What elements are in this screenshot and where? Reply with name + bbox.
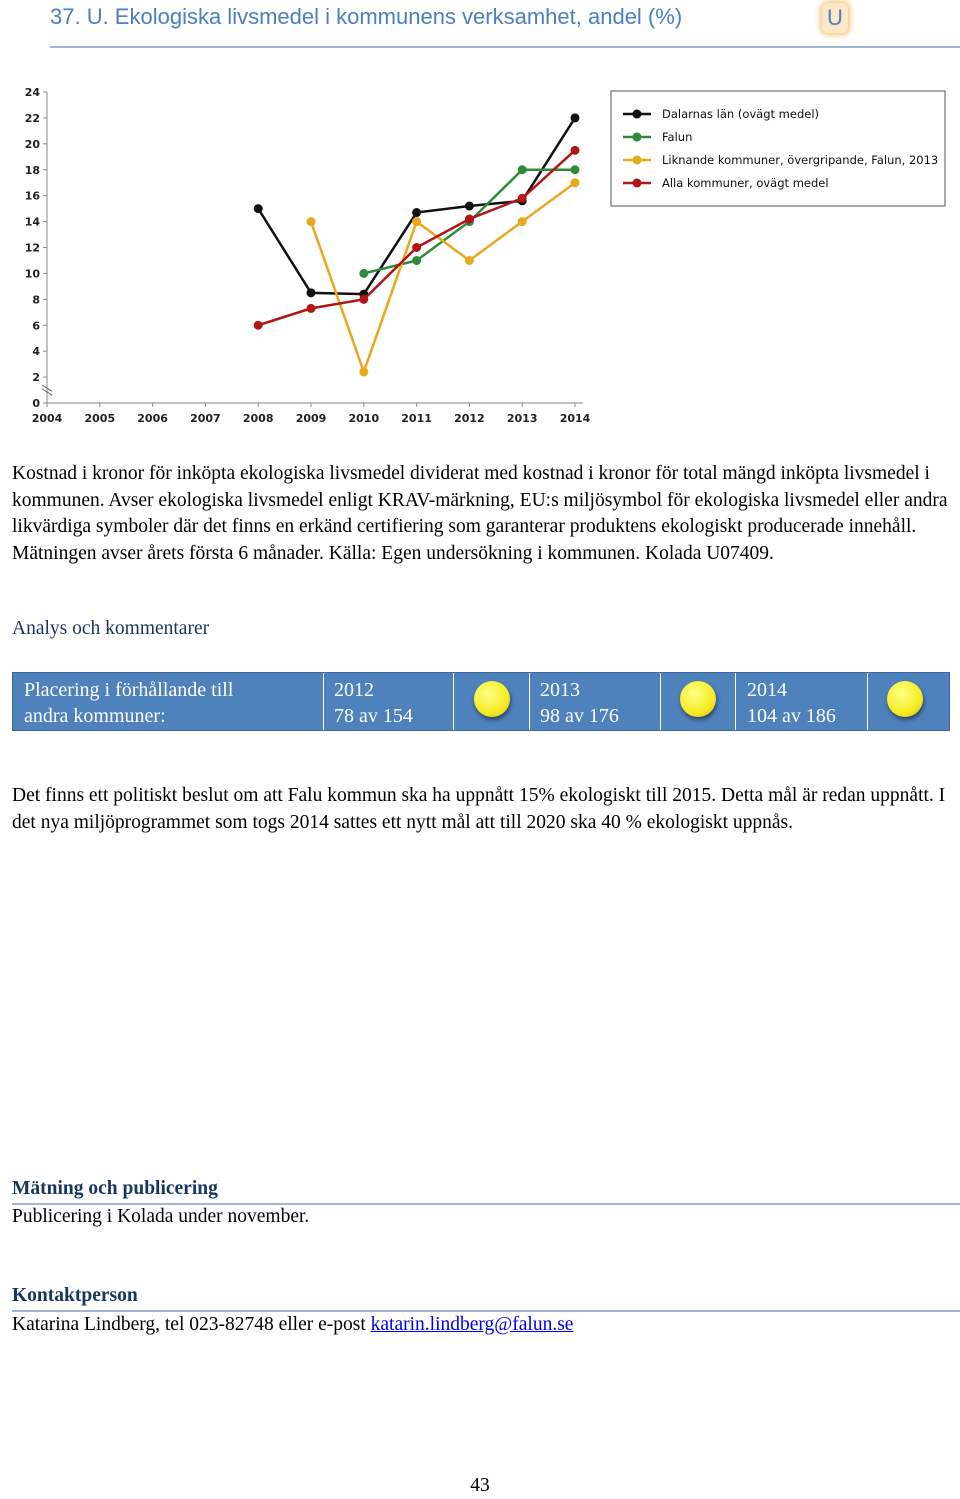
ranking-2014 [747, 673, 877, 730]
contact-info: Katarina Lindberg, tel 023-82748 eller e-post [12, 1314, 371, 1335]
data-point [465, 214, 474, 223]
y-tick-label: 16 [24, 189, 40, 203]
legend-label: Alla kommuner, ovägt medel [662, 176, 829, 190]
category-badge: U [822, 3, 848, 33]
y-tick-label: 2 [32, 371, 40, 385]
ranking-2012 [334, 673, 454, 730]
page-header [0, 0, 960, 50]
contact-heading: Kontaktperson [12, 1285, 138, 1306]
ranking-2013 [540, 673, 670, 730]
measurement-divider [12, 1203, 960, 1205]
data-point [571, 165, 580, 174]
data-point [307, 304, 316, 313]
yellow-status-dot-icon [474, 681, 510, 717]
y-tick-label: 20 [24, 137, 40, 151]
line-chart [0, 70, 960, 445]
chart-axes [25, 86, 591, 425]
header-divider [50, 46, 960, 48]
data-point [307, 217, 316, 226]
ranking-year: 2012 [334, 679, 374, 701]
y-tick-label: 22 [24, 111, 40, 125]
data-point [254, 321, 263, 330]
yellow-status-dot-icon [887, 681, 923, 717]
y-tick-label: 10 [24, 267, 40, 281]
data-point [571, 146, 580, 155]
y-tick-label: 14 [24, 215, 40, 229]
series-line-2 [311, 183, 575, 372]
ranking-table [12, 672, 950, 731]
measurement-heading: Mätning och publicering [12, 1178, 218, 1199]
ranking-divider [867, 673, 868, 730]
x-tick-label: 2004 [31, 412, 63, 425]
chart-legend [611, 91, 945, 206]
x-tick-label: 2013 [506, 412, 538, 425]
ranking-rank: 78 av 154 [334, 705, 413, 727]
x-tick-label: 2008 [242, 412, 274, 425]
data-point [571, 178, 580, 187]
legend-label: Falun [662, 130, 693, 144]
y-tick-label: 0 [32, 397, 40, 410]
legend-marker [633, 110, 642, 119]
data-point [518, 165, 527, 174]
x-tick-label: 2014 [559, 412, 591, 425]
y-tick-label: 6 [32, 319, 40, 333]
legend-marker [633, 179, 642, 188]
indicator-description: Kostnad i kronor för inköpta ekologiska livsmedel dividerat med kostnad i kronor för total mängd inköpta livsmedel i kommunen. Avser ekologiska livsmedel enligt KRAV-märkning, EU:s miljösymbol för ekologiska livsmedel eller andra likvärdiga symboler där det finns en erkänd certifiering som garanterar produktens ekologiskt producerade innehåll. Mätningen avser årets första 6 månader. Källa: Egen undersökning i kommunen. Kolada U07409. [12, 463, 948, 564]
legend-marker [633, 133, 642, 142]
analysis-comment: Det finns ett politiskt beslut om att Falu kommun ska ha uppnått 15% ekologiskt till 2015. Detta mål är redan uppnått. I det nya miljöprogrammet som togs 2014 sattes ett nytt mål att till 2020 ska 40 % ekologiskt uppnås. [12, 785, 946, 833]
data-point [465, 202, 474, 211]
data-point [465, 256, 474, 265]
x-tick-label: 2011 [401, 412, 432, 425]
contact-email-link[interactable]: katarin.lindberg@falun.se [370, 1314, 574, 1335]
ranking-year: 2013 [540, 679, 580, 701]
ranking-rank: 104 av 186 [747, 705, 836, 727]
ranking-label-line2: andra kommuner: [24, 705, 166, 727]
data-point [359, 295, 368, 304]
ranking-divider [453, 673, 454, 730]
legend-marker [633, 156, 642, 165]
data-point [307, 288, 316, 297]
ranking-year: 2014 [747, 679, 787, 701]
analysis-heading: Analys och kommentarer [12, 618, 210, 639]
series-line-0 [258, 118, 575, 294]
ranking-divider [735, 673, 736, 730]
y-tick-label: 4 [32, 345, 40, 359]
x-tick-label: 2012 [454, 412, 485, 425]
x-tick-label: 2010 [348, 412, 380, 425]
x-tick-label: 2006 [137, 412, 168, 425]
ranking-divider [660, 673, 661, 730]
data-point [359, 269, 368, 278]
ranking-label-line1: Placering i förhållande till [24, 679, 234, 701]
data-point [518, 194, 527, 203]
x-tick-label: 2005 [84, 412, 116, 425]
y-tick-label: 24 [24, 86, 40, 99]
chart-lines [254, 113, 580, 376]
page-title: 37. U. Ekologiska livsmedel i kommunens verksamhet, andel (%) [50, 4, 683, 29]
data-point [571, 113, 580, 122]
page-number: 43 [470, 1475, 490, 1496]
contact-text [12, 1314, 573, 1336]
ranking-label [24, 673, 324, 730]
legend-label: Liknande kommuner, övergripande, Falun, 2013 [662, 153, 939, 167]
yellow-status-dot-icon [680, 681, 716, 717]
data-point [412, 208, 421, 217]
y-tick-label: 8 [32, 293, 40, 307]
data-point [412, 217, 421, 226]
data-point [412, 256, 421, 265]
y-tick-label: 18 [24, 163, 40, 177]
x-tick-label: 2009 [295, 412, 327, 425]
x-tick-label: 2007 [190, 412, 221, 425]
contact-divider [12, 1310, 960, 1312]
data-point [254, 204, 263, 213]
data-point [412, 243, 421, 252]
legend-label: Dalarnas län (ovägt medel) [662, 107, 820, 121]
ranking-divider [529, 673, 530, 730]
series-line-3 [258, 150, 575, 325]
measurement-text: Publicering i Kolada under november. [12, 1206, 310, 1227]
ranking-divider [323, 673, 324, 730]
y-tick-label: 12 [24, 241, 40, 255]
ranking-rank: 98 av 176 [540, 705, 619, 727]
data-point [359, 367, 368, 376]
data-point [518, 217, 527, 226]
